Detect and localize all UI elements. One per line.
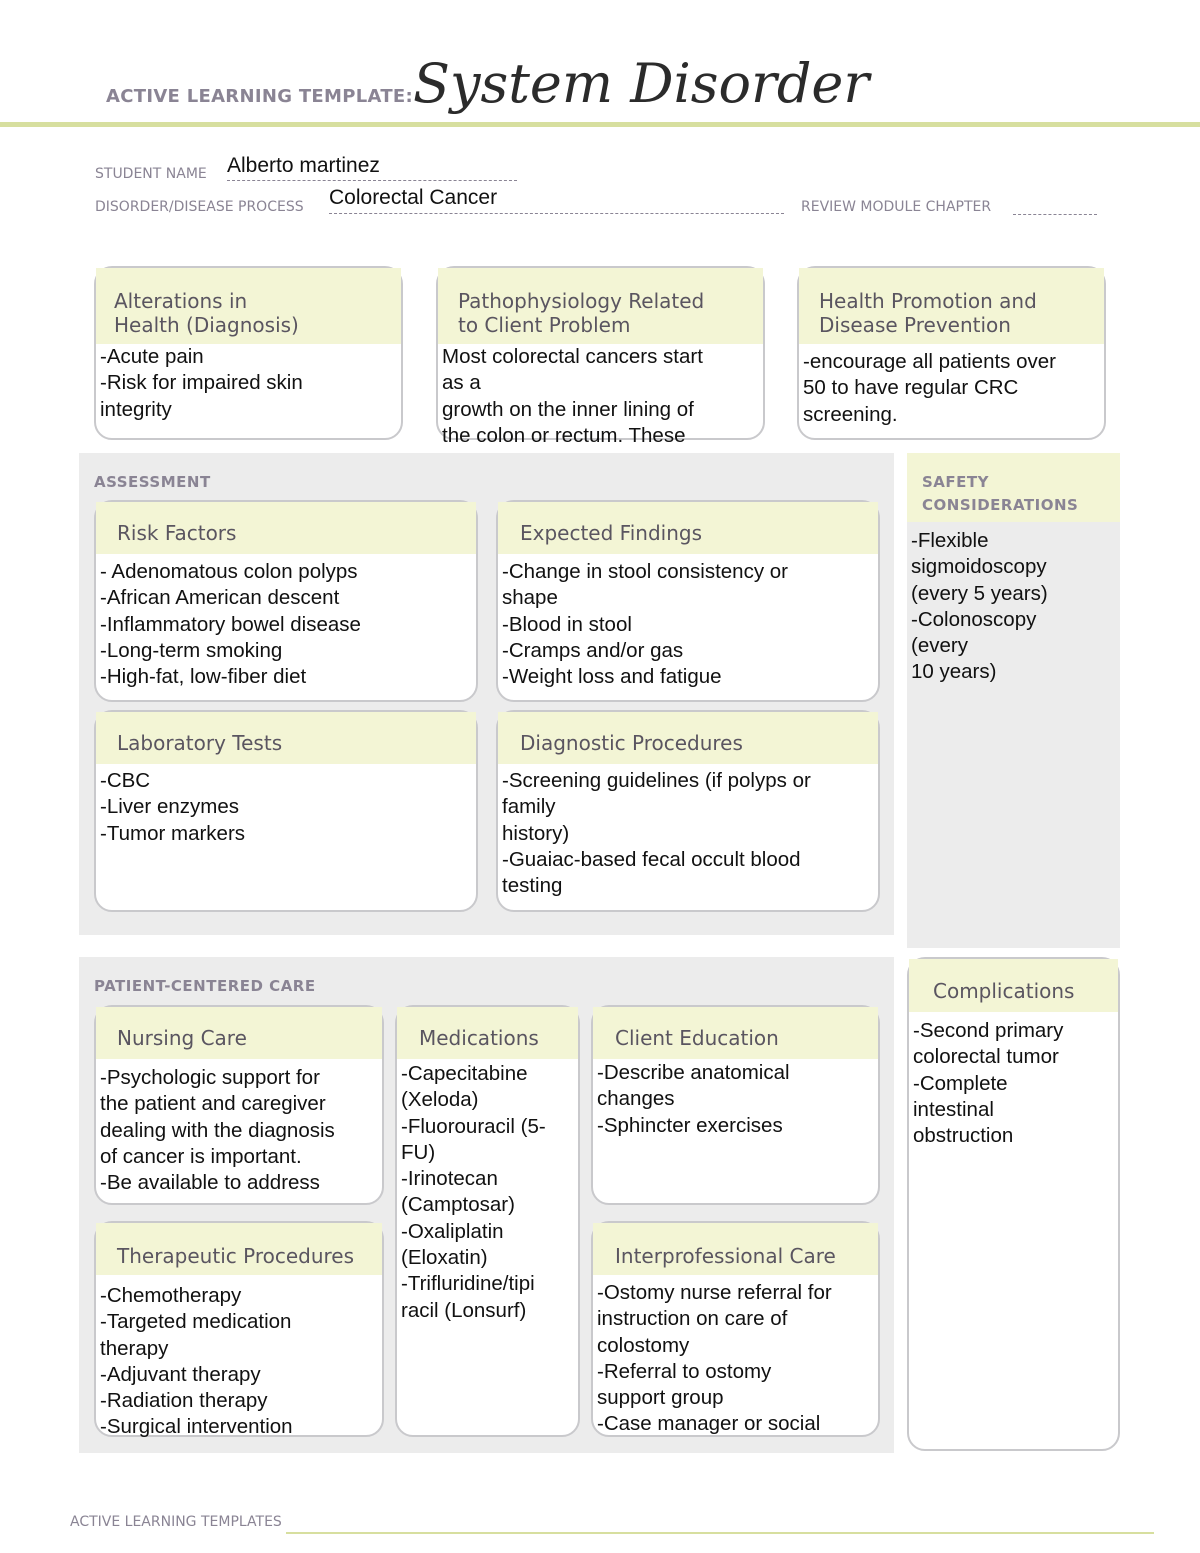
therapeutic-procedures-card: [94, 1221, 384, 1437]
therapeutic-procedures-body[interactable]: -Chemotherapy -Targeted medication therapy -Adjuvant therapy -Radiation therapy -Surgical intervention: [100, 1284, 293, 1439]
health-promotion-card: [797, 266, 1106, 440]
student-name-value: Alberto martinez: [227, 154, 380, 177]
medications-title: Medications: [397, 1007, 578, 1059]
page-title: System Disorder: [413, 52, 870, 115]
client-education-title: Client Education: [593, 1007, 878, 1059]
health-promotion-body[interactable]: -encourage all patients over 50 to have regular CRC screening.: [803, 350, 1056, 426]
laboratory-tests-body[interactable]: -CBC -Liver enzymes -Tumor markers: [100, 769, 246, 845]
medications-body[interactable]: -Capecitabine (Xeloda) -Fluorouracil (5- FU) -Irinotecan (Camptosar) -Oxaliplatin (Eloxatin) -Trifluridine/tipi racil (Lonsurf): [401, 1062, 546, 1322]
health-promotion-title: Health Promotion and Disease Prevention: [799, 268, 1104, 344]
risk-factors-title: Risk Factors: [96, 502, 476, 554]
risk-factors-body[interactable]: - Adenomatous colon polyps -African American descent -Inflammatory bowel disease -Long-term smoking -High-fat, low-fiber diet: [100, 560, 361, 689]
expected-findings-title: Expected Findings: [498, 502, 878, 554]
review-module-label: REVIEW MODULE CHAPTER: [801, 199, 992, 215]
interprofessional-care-card: [591, 1221, 880, 1437]
interprofessional-care-title: Interprofessional Care: [593, 1223, 878, 1275]
therapeutic-procedures-title: Therapeutic Procedures: [96, 1223, 382, 1275]
risk-factors-card: [94, 500, 478, 702]
expected-findings-body[interactable]: -Change in stool consistency or shape -Blood in stool -Cramps and/or gas -Weight loss and fatigue: [502, 560, 789, 689]
medications-card: [395, 1005, 580, 1437]
header-divider: [0, 122, 1200, 127]
student-name-label: STUDENT NAME: [95, 166, 207, 182]
pathophysiology-title: Pathophysiology Related to Client Problem: [438, 268, 763, 344]
alterations-body[interactable]: -Acute pain -Risk for impaired skin integrity: [100, 345, 303, 421]
complications-title: Complications: [909, 959, 1118, 1012]
expected-findings-card: [496, 500, 880, 702]
review-module-field[interactable]: [1013, 199, 1097, 215]
patient-care-label: PATIENT-CENTERED CARE: [94, 977, 316, 995]
interprofessional-care-body[interactable]: -Ostomy nurse referral for instruction on care of colostomy -Referral to ostomy support group -Case manager or social: [597, 1281, 832, 1436]
alterations-title: Alterations in Health (Diagnosis): [96, 268, 401, 344]
assessment-label: ASSESSMENT: [94, 473, 211, 491]
diagnostic-procedures-title: Diagnostic Procedures: [498, 712, 878, 764]
footer-divider: [286, 1532, 1154, 1534]
client-education-body[interactable]: -Describe anatomical changes -Sphincter exercises: [597, 1061, 790, 1137]
alterations-card: [94, 266, 403, 440]
safety-label: SAFETY CONSIDERATIONS: [922, 473, 1079, 514]
laboratory-tests-card: [94, 710, 478, 912]
diagnostic-procedures-card: [496, 710, 880, 912]
client-education-card: [591, 1005, 880, 1205]
nursing-care-body[interactable]: -Psychologic support for the patient and caregiver dealing with the diagnosis of cancer is important. -Be available to address: [100, 1066, 335, 1195]
pathophysiology-body[interactable]: Most colorectal cancers start as a growth on the inner lining of the colon or rectum. These: [442, 345, 703, 447]
disorder-field[interactable]: [329, 186, 784, 214]
laboratory-tests-title: Laboratory Tests: [96, 712, 476, 764]
complications-body[interactable]: -Second primary colorectal tumor -Complete intestinal obstruction: [913, 1019, 1064, 1148]
diagnostic-procedures-body[interactable]: -Screening guidelines (if polyps or family history) -Guaiac-based fecal occult blood testing: [502, 769, 811, 898]
footer-label: ACTIVE LEARNING TEMPLATES: [70, 1514, 282, 1530]
student-name-field[interactable]: [227, 154, 517, 181]
disorder-label: DISORDER/DISEASE PROCESS: [95, 199, 304, 215]
pathophysiology-card: [436, 266, 765, 447]
disorder-value: Colorectal Cancer: [329, 186, 498, 209]
template-label: ACTIVE LEARNING TEMPLATE:: [106, 86, 413, 107]
nursing-care-title: Nursing Care: [96, 1007, 382, 1059]
safety-body[interactable]: -Flexible sigmoidoscopy (every 5 years) -Colonoscopy (every 10 years): [911, 529, 1048, 684]
complications-card: [907, 957, 1120, 1451]
nursing-care-card: [94, 1005, 384, 1205]
